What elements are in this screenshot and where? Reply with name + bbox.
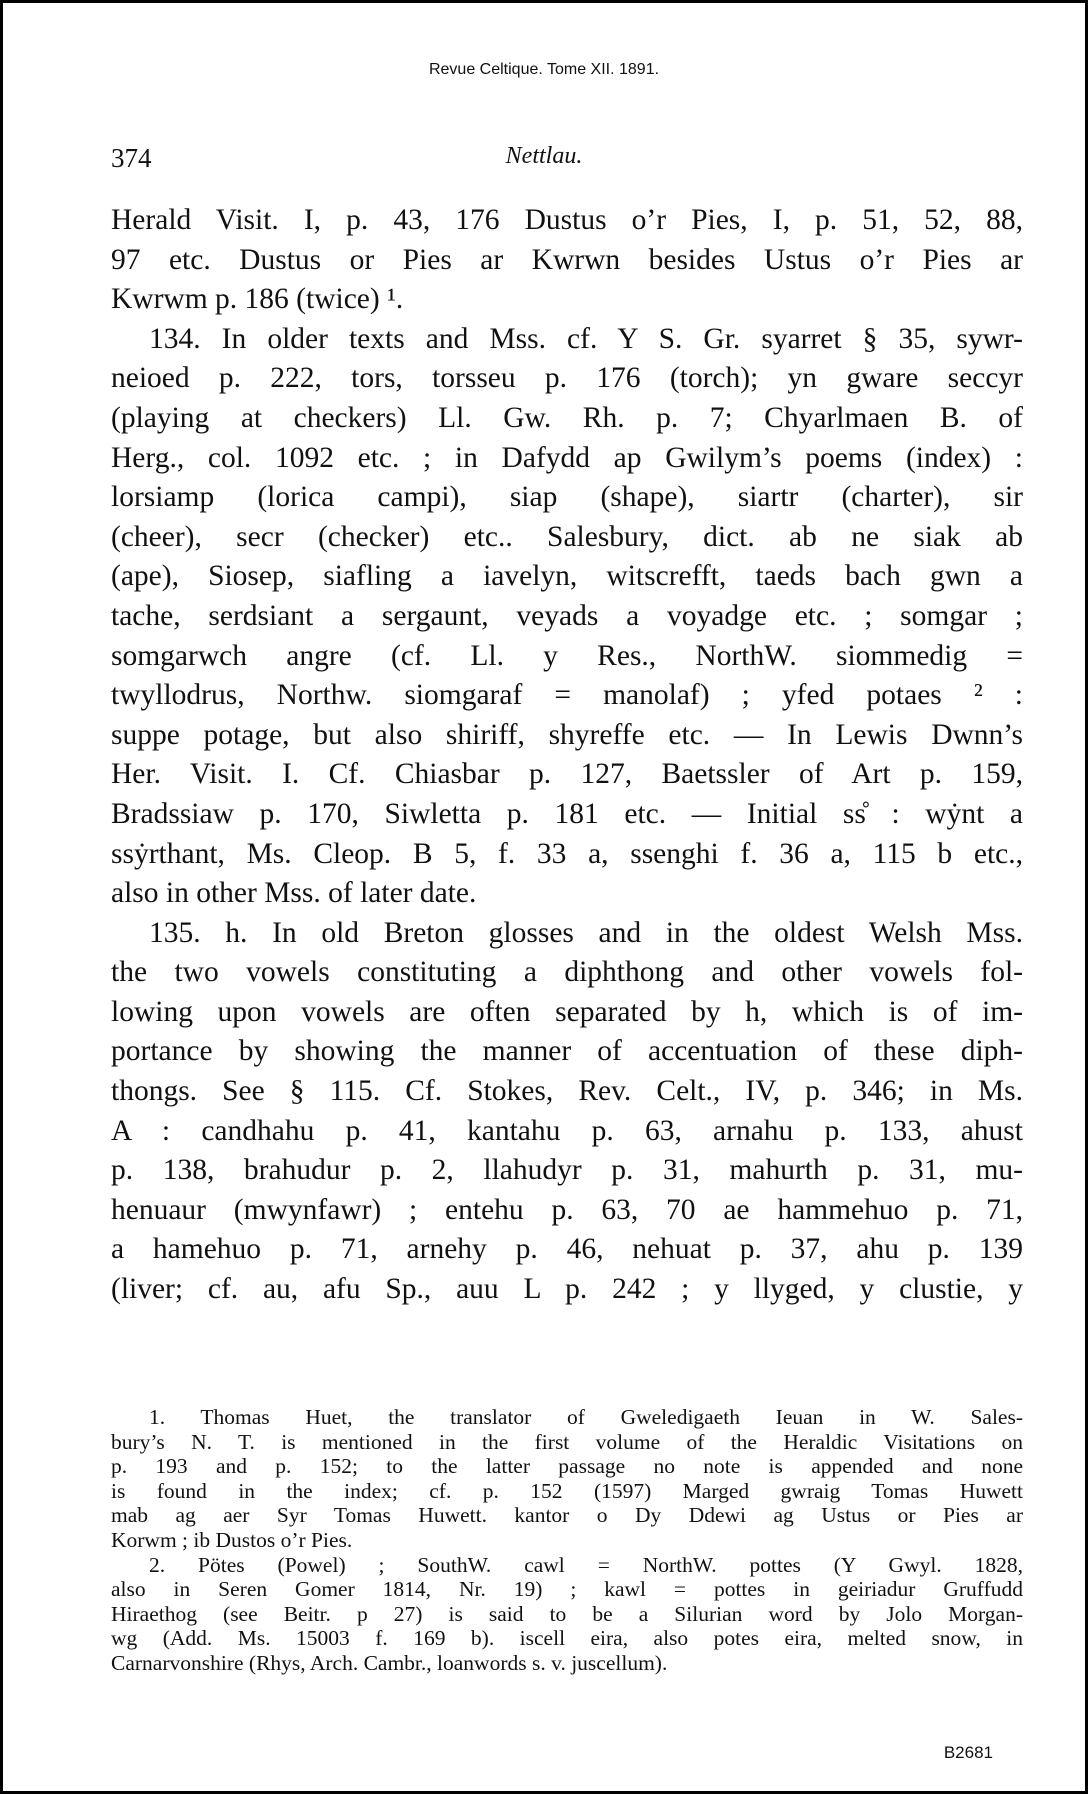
body-line: neioed p. 222, tors, torsseu p. 176 (torch); yn gware seccyr [111, 362, 1023, 395]
body-line: Herg., col. 1092 etc. ; in Dafydd ap Gwilym’s poems (index) : [111, 441, 1023, 474]
body-line: (cheer), secr (checker) etc.. Salesbury, dict. ab ne siak ab [111, 520, 1023, 553]
footnote-line: bury’s N. T. is mentioned in the first volume of the Heraldic Visitations on [111, 1429, 1023, 1454]
footnote-line: 1. Thomas Huet, the translator of Gweledigaeth Ieuan in W. Sales- [149, 1405, 1023, 1429]
body-line: suppe potage, but also shiriff, shyreffe etc. — In Lewis Dwnn’s [111, 718, 1023, 751]
body-line: 135. h. In old Breton glosses and in the oldest Welsh Mss. [149, 916, 1023, 949]
page-number: 374 [111, 143, 152, 173]
body-line: Herald Visit. I, p. 43, 176 Dustus o’r Pies, I, p. 51, 52, 88, [111, 204, 1023, 236]
body-line: Kwrwm p. 186 (twice) ¹. [111, 283, 404, 316]
running-head [111, 143, 977, 183]
body-line: somgarwch angre (cf. Ll. y Res., NorthW. siommedig = [111, 639, 1023, 672]
catalog-id: B2681 [943, 1743, 993, 1762]
body-text [111, 201, 1023, 1310]
body-line: A : candhahu p. 41, kantahu p. 63, arnahu p. 133, ahust [111, 1114, 1023, 1147]
journal-header-note: Revue Celtique. Tome XII. 1891. [428, 61, 660, 78]
body-line: lowing upon vowels are often separated by h, which is of im- [111, 995, 1023, 1028]
body-line: a hamehuo p. 71, arnehy p. 46, nehuat p. 37, ahu p. 139 [111, 1233, 1023, 1266]
body-line: lorsiamp (lorica campi), siap (shape), siartr (charter), sir [111, 481, 1023, 514]
body-line: (playing at checkers) Ll. Gw. Rh. p. 7; Chyarlmaen B. of [111, 401, 1023, 434]
body-line: p. 138, brahudur p. 2, llahudyr p. 31, mahurth p. 31, mu- [111, 1154, 1023, 1187]
footnote-line: mab ag aer Syr Tomas Huwett. kantor o Dy Ddewi ag Ustus or Pies ar [111, 1503, 1023, 1528]
footnotes [111, 1405, 1023, 1676]
body-line: ssẏrthant, Ms. Cleop. B 5, f. 33 a, ssenghi f. 36 a, 115 b etc., [111, 837, 1023, 870]
footnote-line: 2. Pötes (Powel) ; SouthW. cawl = NorthW. pottes (Y Gwyl. 1828, [149, 1552, 1023, 1577]
body-line: thongs. See § 115. Cf. Stokes, Rev. Celt., IV, p. 346; in Ms. [111, 1075, 1023, 1108]
footnote-line: wg (Add. Ms. 15003 f. 169 b). iscell eira, also potes eira, melted snow, in [111, 1626, 1023, 1651]
footnote-line: is found in the index; cf. p. 152 (1597) Marged gwraig Tomas Huwett [111, 1478, 1023, 1503]
body-line: portance by showing the manner of accentuation of these diph- [111, 1035, 1023, 1068]
body-line: tache, serdsiant a sergaunt, veyads a voyadge etc. ; somgar ; [111, 599, 1023, 632]
body-line: (liver; cf. au, afu Sp., auu L p. 242 ; y llyged, y clustie, y [111, 1273, 1023, 1306]
body-line: also in other Mss. of later date. [111, 877, 477, 910]
footnote-line: Korwm ; ib Dustos o’r Pies. [111, 1527, 353, 1552]
footnote-line: also in Seren Gomer 1814, Nr. 19) ; kawl = pottes in geiriadur Gruffudd [111, 1577, 1023, 1602]
body-line: henuaur (mwynfawr) ; entehu p. 63, 70 ae hammehuo p. 71, [111, 1193, 1023, 1226]
footnote-line: Hiraethog (see Beitr. p 27) is said to be a Silurian word by Jolo Morgan- [111, 1601, 1023, 1626]
body-line: twyllodrus, Northw. siomgaraf = manolaf) ; yfed potaes ² : [111, 679, 1023, 712]
body-line: 97 etc. Dustus or Pies ar Kwrwn besides Ustus o’r Pies ar [111, 243, 1023, 276]
body-line: Bradssiaw p. 170, Siwletta p. 181 etc. — Initial ss̊ : wẏnt a [111, 797, 1023, 830]
footnote-line: p. 193 and p. 152; to the latter passage no note is appended and none [111, 1454, 1023, 1479]
body-line: 134. In older texts and Mss. cf. Y S. Gr. syarret § 35, sywr- [149, 322, 1023, 355]
footnote-line: Carnarvonshire (Rhys, Arch. Cambr., loanwords s. v. juscellum). [111, 1650, 668, 1675]
running-title: Nettlau. [505, 143, 583, 169]
body-line: Her. Visit. I. Cf. Chiasbar p. 127, Baetssler of Art p. 159, [111, 758, 1023, 791]
body-line: (ape), Siosep, siafling a iavelyn, witscrefft, taeds bach gwn a [111, 560, 1023, 593]
body-line: the two vowels constituting a diphthong and other vowels fol- [111, 956, 1023, 989]
